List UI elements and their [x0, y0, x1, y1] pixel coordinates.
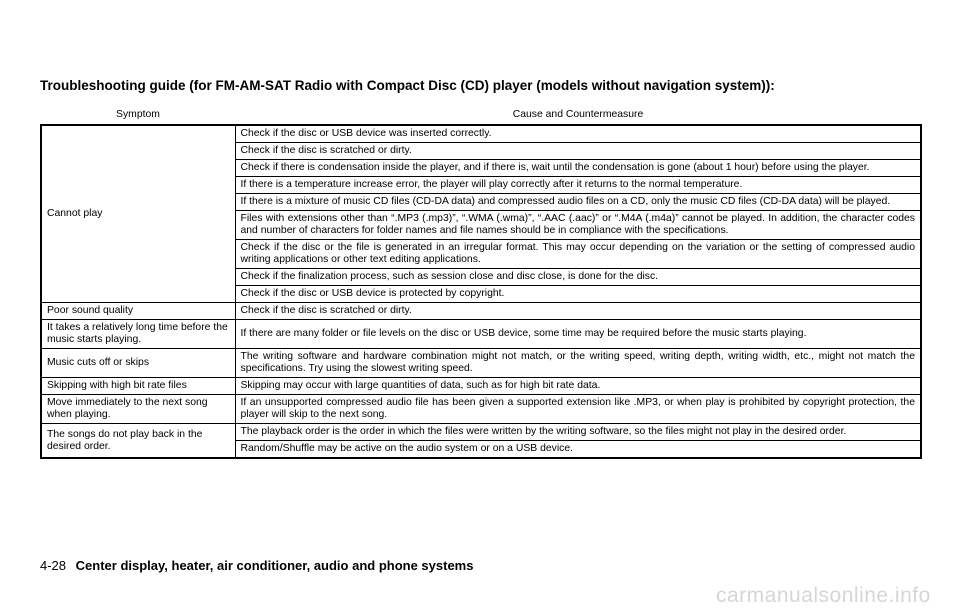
symptom-cell: Music cuts off or skips	[41, 349, 235, 378]
cause-cell: Check if the disc or the file is generated in an irregular format. This may occur depending on the variation or the setting of compressed audio writing applications or other text editing applications.	[235, 240, 921, 269]
cause-cell: If there are many folder or file levels on the disc or USB device, some time may be required before the music starts playing.	[235, 320, 921, 349]
cause-cell: If there is a mixture of music CD files (CD-DA data) and compressed audio files on a CD, only the music CD files (CD-DA data) will be played.	[235, 194, 921, 211]
cause-cell: The playback order is the order in which the files were written by the writing software, so the files might not play in the desired order.	[235, 424, 921, 441]
cause-cell: Random/Shuffle may be active on the audio system or on a USB device.	[235, 441, 921, 459]
symptom-cell: Move immediately to the next song when playing.	[41, 395, 235, 424]
cause-cell: Check if the disc or USB device is protected by copyright.	[235, 286, 921, 303]
symptom-cell: Skipping with high bit rate files	[41, 378, 235, 395]
table-row	[41, 395, 921, 424]
table-body	[41, 125, 921, 458]
symptom-cell: Poor sound quality	[41, 303, 235, 320]
table-row	[41, 378, 921, 395]
cause-cell: The writing software and hardware combination might not match, or the writing speed, writing depth, writing width, etc., might not match the specifications. Try using the slowest writing speed.	[235, 349, 921, 378]
table-row	[41, 125, 921, 143]
table-row	[41, 349, 921, 378]
cause-cell: Check if the disc is scratched or dirty.	[235, 143, 921, 160]
cause-cell: Files with extensions other than “.MP3 (.mp3)”, “.WMA (.wma)”, “.AAC (.aac)” or “.M4A (.m4a)” cannot be played. In addition, the character codes and number of characters for folder names and file names should be in compliance with the specifications.	[235, 211, 921, 240]
table-row	[41, 303, 921, 320]
column-header-cause: Cause and Countermeasure	[512, 109, 644, 120]
cause-cell: If there is a temperature increase error, the player will play correctly after it returns to the normal temperature.	[235, 177, 921, 194]
section-title: Center display, heater, air conditioner, audio and phone systems	[75, 558, 474, 573]
column-header-symptom: Symptom	[116, 109, 160, 120]
troubleshooting-table-container	[40, 107, 920, 459]
watermark: carmanualsonline.info	[716, 584, 931, 607]
page-number: 4-28	[40, 558, 67, 573]
symptom-cell: It takes a relatively long time before the music starts playing.	[41, 320, 235, 349]
symptom-cell: The songs do not play back in the desired order.	[41, 424, 235, 459]
cause-cell: Check if the disc or USB device was inserted correctly.	[235, 125, 921, 143]
cause-cell: If an unsupported compressed audio file has been given a supported extension like .MP3, or when play is prohibited by copyright protection, the player will skip to the next song.	[235, 395, 921, 424]
cause-cell: Check if the disc is scratched or dirty.	[235, 303, 921, 320]
cause-cell: Check if there is condensation inside the player, and if there is, wait until the condensation is gone (about 1 hour) before using the player.	[235, 160, 921, 177]
table-row	[41, 320, 921, 349]
table-header-row	[41, 107, 921, 125]
symptom-cell: Cannot play	[41, 125, 235, 303]
table-row	[41, 424, 921, 441]
page-heading: Troubleshooting guide (for FM-AM-SAT Radio with Compact Disc (CD) player (models without navigation system)):	[40, 78, 775, 93]
cause-cell: Check if the finalization process, such as session close and disc close, is done for the disc.	[235, 269, 921, 286]
troubleshooting-table	[40, 107, 922, 459]
cause-cell: Skipping may occur with large quantities of data, such as for high bit rate data.	[235, 378, 921, 395]
page-footer	[40, 558, 473, 573]
